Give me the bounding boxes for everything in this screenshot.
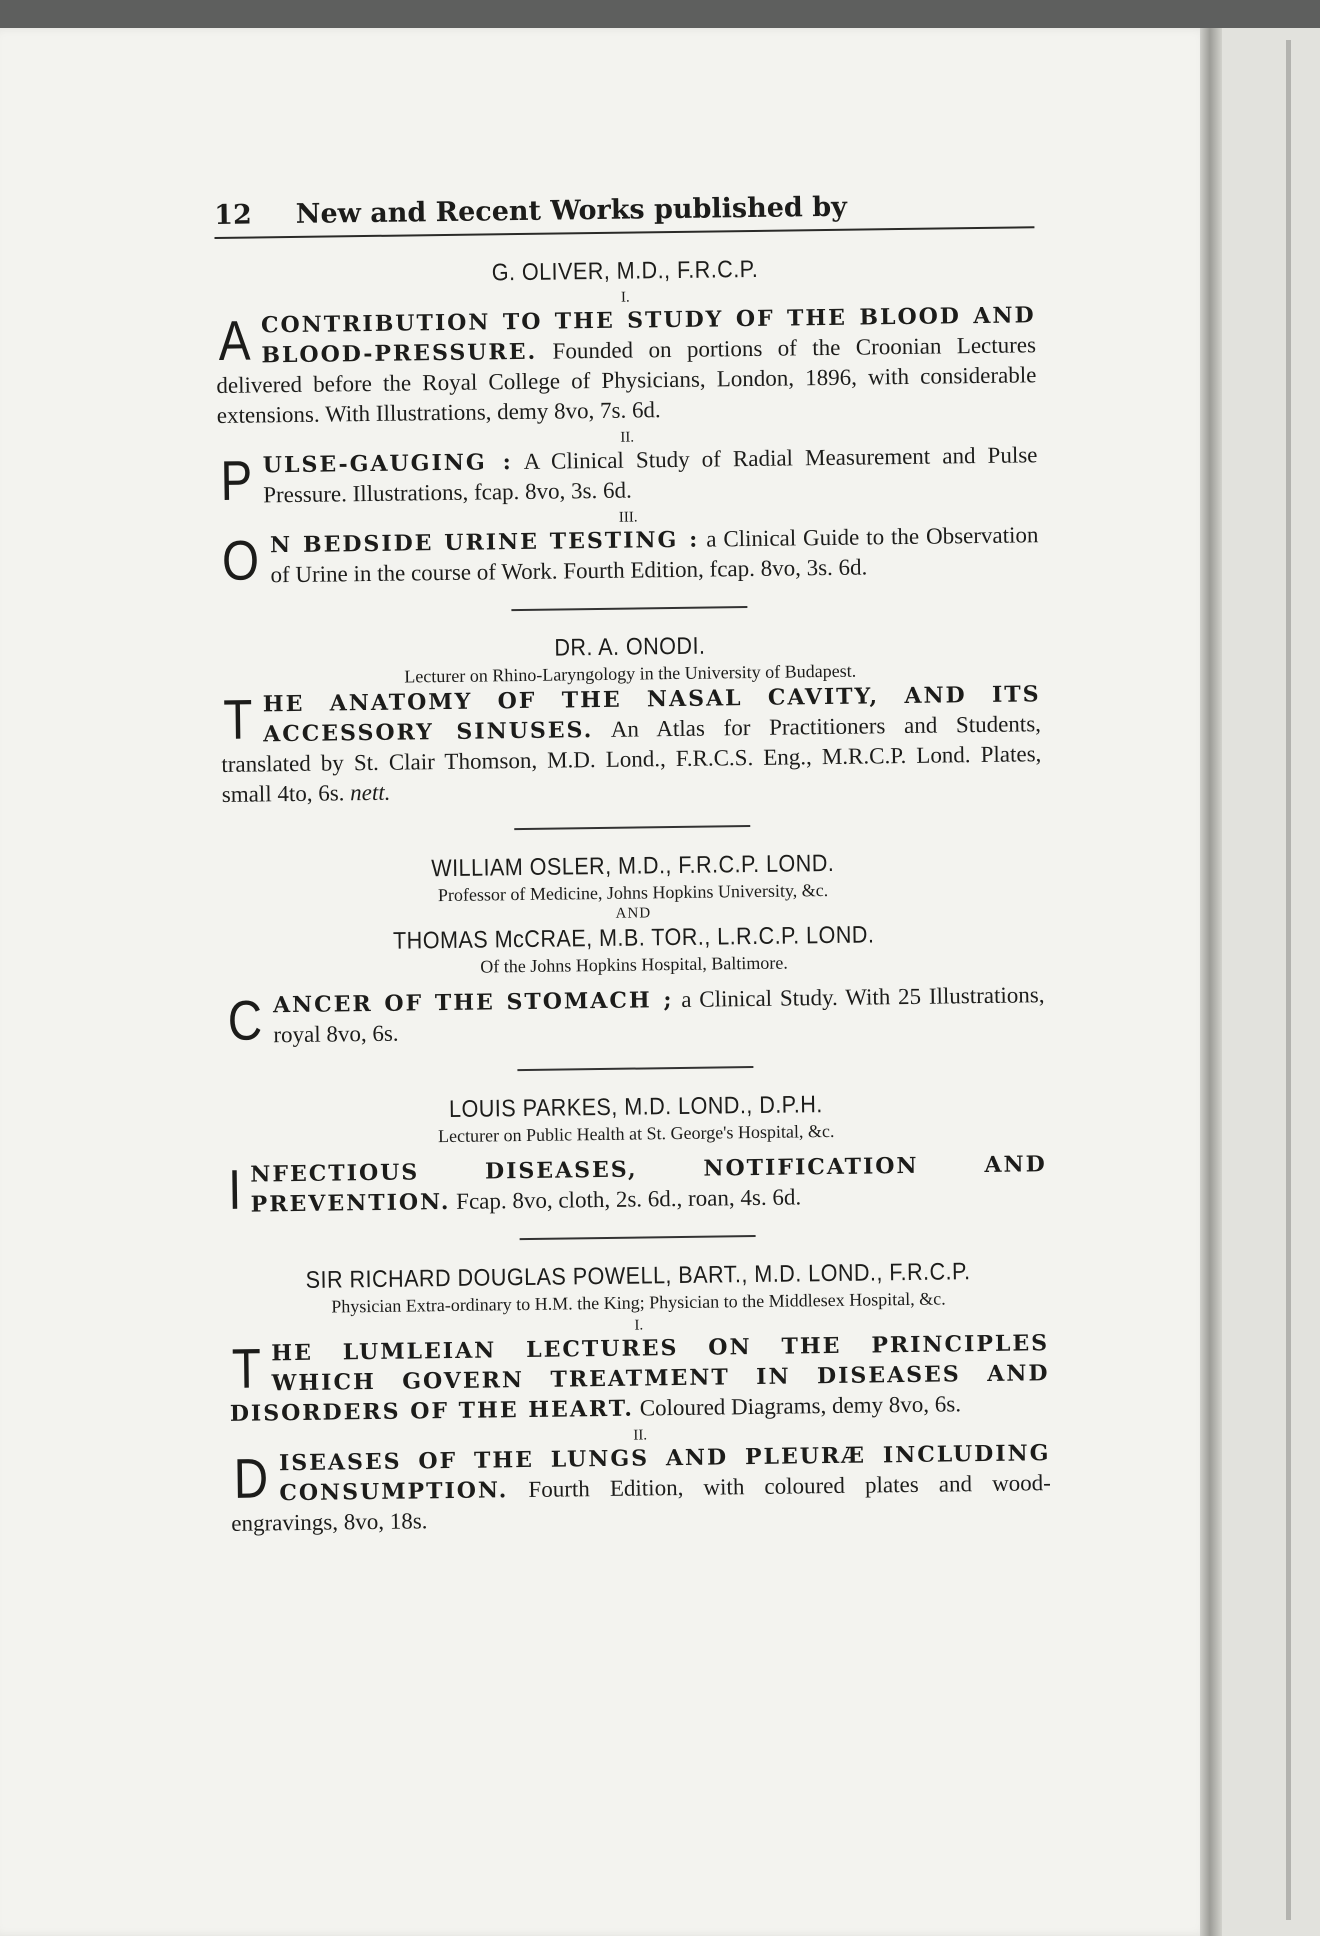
book-description: Fourth Edition, with coloured plates and wood-engravings, 8vo, 18s.: [231, 1470, 1052, 1536]
drop-cap: D: [233, 1446, 269, 1510]
book-title: ULSE-GAUGING :: [262, 449, 513, 479]
book-title: ISEASES OF THE LUNGS AND PLEURÆ INCLUDING CONSUMPTION.: [278, 1440, 1051, 1507]
book-title: CONTRIBUTION TO THE STUDY OF THE BLOOD AND BLOOD-PRESSURE.: [260, 302, 1036, 369]
page-number: 12: [214, 199, 252, 231]
drop-cap: O: [221, 528, 260, 592]
book-description: Fcap. 8vo, cloth, 2s. 6d., roan, 4s. 6d.: [456, 1184, 802, 1214]
book-entry: [230, 1438, 1051, 1539]
book-title: ANCER OF THE STOMACH ;: [272, 987, 674, 1019]
author-conjunction: AND: [615, 905, 652, 922]
book-entry: [218, 520, 1039, 591]
drop-cap: I: [227, 1157, 242, 1221]
section-divider: [511, 606, 747, 611]
book-description: An Atlas for Practitioners and Students, translated by St. Clair Thomson, M.D. Lond., F.R.C.S. Eng., M.R.C.P. Lond. Plates, small 4to, 6s.: [221, 711, 1042, 807]
book-gutter: [1222, 28, 1320, 1936]
section-divider: [517, 1066, 753, 1071]
book-entry: [220, 679, 1042, 810]
drop-cap: T: [222, 687, 253, 751]
drop-cap: A: [218, 308, 251, 372]
page-content: [214, 189, 1051, 1539]
author-affiliation: Lecturer on Public Health at St. George's Hospital, &c.: [437, 1120, 835, 1147]
author-affiliation: Professor of Medicine, Johns Hopkins University, &c.: [437, 880, 829, 906]
book-entry: [229, 1328, 1050, 1429]
book-entry: [215, 300, 1037, 431]
book-title: NFECTIOUS DISEASES, NOTIFICATION AND PREVENTION.: [250, 1151, 1047, 1218]
author-name: G. OLIVER, M.D., F.R.C.P.: [491, 255, 759, 287]
gutter-shadow: [1286, 40, 1291, 1920]
book-title: HE ANATOMY OF THE NASAL CAVITY, AND ITS ACCESSORY SINUSES.: [262, 681, 1041, 748]
book-description: a Clinical Study. With 25 Illustrations, royal 8vo, 6s.: [273, 982, 1045, 1048]
price-note: nett.: [350, 779, 391, 806]
book-description: Founded on portions of the Croonian Lectures delivered before the Royal College of Physicians, London, 1896, with considerable extensions. With Illustrations, demy 8vo, 7s. 6d.: [216, 332, 1037, 428]
entry-numeral: I.: [634, 1317, 644, 1334]
entry-numeral: II.: [620, 429, 635, 446]
drop-cap: P: [220, 448, 253, 512]
book-description: Coloured Diagrams, demy 8vo, 6s.: [639, 1391, 962, 1421]
book-title: N BEDSIDE URINE TESTING :: [269, 526, 700, 559]
author-name: LOUIS PARKES, M.D. LOND., D.P.H.: [448, 1091, 823, 1123]
author-name: SIR RICHARD DOUGLAS POWELL, BART., M.D. LOND., F.R.C.P.: [305, 1258, 971, 1294]
scanner-top-bar: [0, 0, 1320, 28]
running-title: New and Recent Works published by: [295, 191, 847, 230]
coauthor-name: THOMAS McCRAE, M.B. TOR., L.R.C.P. LOND.: [392, 921, 875, 955]
coauthor-affiliation: Of the Johns Hopkins Hospital, Baltimore.: [480, 952, 788, 977]
author-name: WILLIAM OSLER, M.D., F.R.C.P. LOND.: [431, 849, 835, 883]
drop-cap: T: [231, 1336, 262, 1400]
book-entry: [224, 980, 1045, 1051]
book-title: HE LUMLEIAN LECTURES ON THE PRINCIPLES WHICH GOVERN TREATMENT IN DISEASES AND DISORDERS OF THE HEART.: [229, 1330, 1050, 1427]
entry-numeral: II.: [633, 1427, 648, 1444]
author-affiliation: Physician Extra-ordinary to H.M. the King; Physician to the Middlesex Hospital, &c.: [331, 1288, 946, 1317]
section-divider: [520, 1235, 756, 1240]
section-divider: [514, 825, 750, 830]
author-affiliation: Lecturer on Rhino-Laryngology in the University of Budapest.: [404, 660, 857, 687]
book-entry: [217, 440, 1038, 511]
entry-numeral: III.: [618, 509, 638, 526]
book-description: a Clinical Guide to the Observation of Urine in the course of Work. Fourth Edition, fcap. 8vo, 3s. 6d.: [270, 522, 1039, 588]
book-description: A Clinical Study of Radial Measurement and Pulse Pressure. Illustrations, fcap. 8vo, 3s. 6d.: [263, 442, 1038, 508]
author-name: DR. A. ONODI.: [554, 632, 706, 662]
book-entry: [227, 1149, 1048, 1220]
drop-cap: C: [227, 988, 263, 1052]
entry-numeral: I.: [620, 289, 630, 306]
page-edge: [1200, 28, 1222, 1936]
